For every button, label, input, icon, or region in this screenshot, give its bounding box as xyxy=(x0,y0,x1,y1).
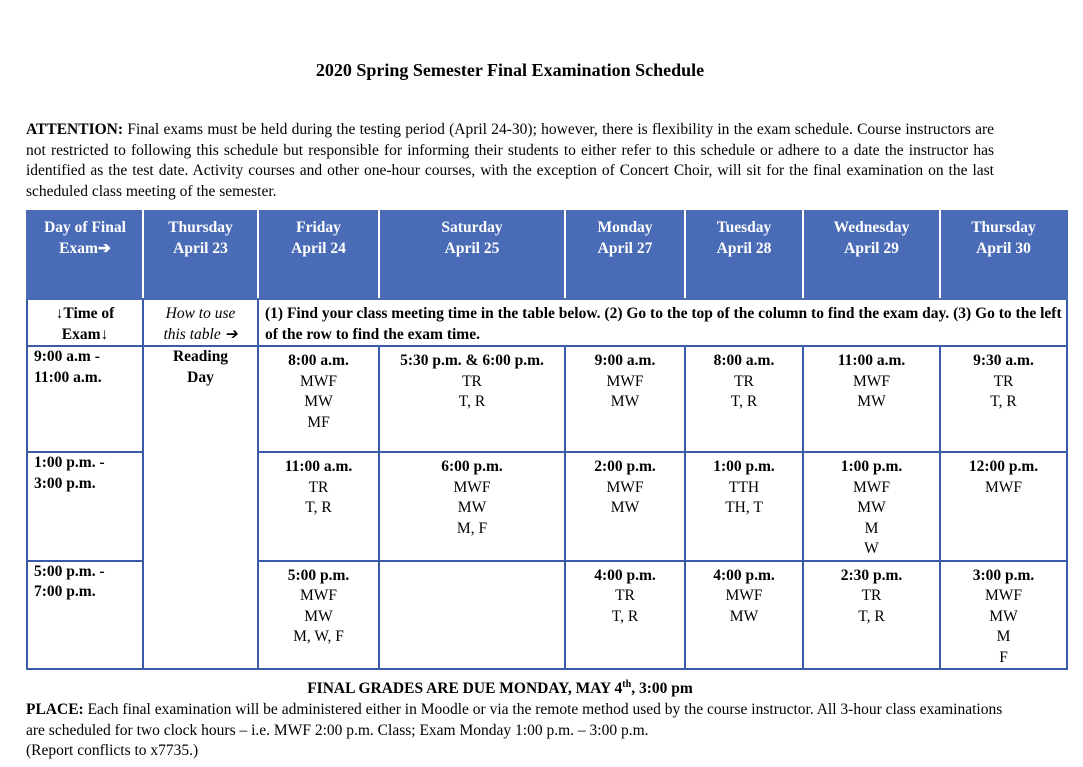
exam-cell xyxy=(379,452,565,561)
meeting-days: MWF xyxy=(606,478,644,496)
exam-cell xyxy=(803,561,940,670)
meeting-days: MW xyxy=(610,393,640,410)
class-time: 9:00 a.m. xyxy=(594,352,656,369)
meeting-days: MWF xyxy=(453,478,491,496)
meeting-days: MWF xyxy=(984,478,1023,496)
attention-label: ATTENTION: xyxy=(26,121,124,138)
class-time: 9:30 a.m. xyxy=(973,352,1034,369)
exam-cell xyxy=(379,561,565,670)
exam-cell xyxy=(803,346,940,452)
meeting-days: M xyxy=(864,519,879,537)
time-of-exam-label: ↓Time of Exam↓ xyxy=(27,299,143,346)
meeting-days: M xyxy=(996,628,1011,645)
meeting-days: MWF xyxy=(725,587,763,604)
exam-cell xyxy=(258,346,379,452)
meeting-days: MWF xyxy=(299,372,338,390)
exam-cell xyxy=(258,452,379,561)
meeting-days: T, R xyxy=(611,607,639,625)
meeting-days: T, R xyxy=(730,393,758,410)
meeting-days: M, F xyxy=(456,519,488,537)
meeting-days: MW xyxy=(989,607,1018,625)
time-slot-label: 9:00 a.m - 11:00 a.m. xyxy=(27,346,143,452)
class-time: 8:00 a.m. xyxy=(288,352,349,369)
place-label: PLACE: xyxy=(26,701,84,718)
meeting-days: MW xyxy=(304,607,333,625)
class-time: 11:00 a.m. xyxy=(284,458,353,475)
meeting-days: TR xyxy=(308,478,329,496)
day-header: Monday April 27 xyxy=(565,211,685,299)
meeting-days: TR xyxy=(861,587,882,604)
time-slot-label: 1:00 p.m. - 3:00 p.m. xyxy=(27,452,143,561)
class-time: 2:00 p.m. xyxy=(594,458,656,475)
meeting-days: MWF xyxy=(606,372,644,390)
meeting-days: MW xyxy=(457,499,487,516)
day-header: Tuesday April 28 xyxy=(685,211,803,299)
meeting-days: MW xyxy=(304,393,333,410)
class-time: 1:00 p.m. xyxy=(713,458,775,475)
exam-cell xyxy=(565,561,685,670)
class-time: 11:00 a.m. xyxy=(837,352,906,369)
meeting-days: MF xyxy=(307,413,330,431)
meeting-days: MW xyxy=(610,499,640,516)
final-grades-notice: FINAL GRADES ARE DUE MONDAY, MAY 4th, 3:00 pm xyxy=(307,679,693,698)
meeting-days: MWF xyxy=(984,587,1023,604)
meeting-days: TR xyxy=(462,372,482,390)
meeting-days: T, R xyxy=(858,607,885,625)
meeting-days: MW xyxy=(729,607,759,625)
instructions-text: (1) Find your class meeting time in the table below. (2) Go to the top of the column to find the exam day. (3) Go to the left of the row to find the exam time. xyxy=(258,299,1067,346)
meeting-days: MWF xyxy=(852,478,891,496)
place-text: Each final examination will be administered either in Moodle or via the remote method used by the course instructor. All 3-hour class examinations are scheduled for two clock hours – i.e. MWF 2:00 p.m. Class; Exam Monday 1:00 p.m. – 3:00 p.m. xyxy=(26,701,1003,739)
instructions-row xyxy=(27,299,1067,346)
day-header: Wednesday April 29 xyxy=(803,211,940,299)
class-time: 5:00 p.m. xyxy=(287,566,350,584)
meeting-days: MWF xyxy=(852,372,891,390)
day-header: Thursday April 30 xyxy=(940,211,1067,299)
meeting-days: W xyxy=(864,540,879,557)
place-paragraph xyxy=(26,700,1006,762)
page-title: 2020 Spring Semester Final Examination Schedule xyxy=(315,60,705,80)
header-row xyxy=(27,211,1067,299)
class-time: 3:00 p.m. xyxy=(972,566,1035,584)
exam-cell xyxy=(940,346,1067,452)
meeting-days: MWF xyxy=(299,587,338,604)
day-header: Saturday April 25 xyxy=(379,211,565,299)
report-conflicts: (Report conflicts to x7735.) xyxy=(26,742,199,759)
exam-schedule-table xyxy=(26,210,1068,670)
class-time: 4:00 p.m. xyxy=(594,566,656,584)
time-slot-row xyxy=(27,346,1067,452)
reading-day-cell: Reading Day xyxy=(143,346,258,669)
meeting-days: T, R xyxy=(305,499,332,516)
day-header: Thursday April 23 xyxy=(143,211,258,299)
meeting-days: T, R xyxy=(458,393,486,410)
exam-cell xyxy=(379,346,565,452)
meeting-days: TR xyxy=(734,372,754,390)
header-corner: Day of Final Exam➔ xyxy=(27,211,143,299)
meeting-days: F xyxy=(999,648,1008,666)
class-time: 12:00 p.m. xyxy=(968,458,1039,475)
meeting-days: T, R xyxy=(990,393,1017,410)
meeting-days: TTH xyxy=(728,478,760,496)
time-slot-label: 5:00 p.m. - 7:00 p.m. xyxy=(27,561,143,670)
exam-cell xyxy=(803,452,940,561)
meeting-days: TH, T xyxy=(725,499,763,516)
exam-cell xyxy=(565,346,685,452)
attention-paragraph xyxy=(26,120,994,202)
class-time: 1:00 p.m. xyxy=(840,458,903,475)
meeting-days: M, W, F xyxy=(293,628,344,645)
meeting-days: TR xyxy=(615,587,635,604)
exam-cell xyxy=(685,561,803,670)
class-time: 4:00 p.m. xyxy=(713,566,775,584)
day-header: Friday April 24 xyxy=(258,211,379,299)
meeting-days: MW xyxy=(857,393,886,410)
exam-cell xyxy=(940,561,1067,670)
exam-cell xyxy=(258,561,379,670)
class-time: 6:00 p.m. xyxy=(441,458,503,475)
class-time: 8:00 a.m. xyxy=(713,352,775,369)
how-to-use-label: How to use this table ➔ xyxy=(143,299,258,346)
exam-cell xyxy=(940,452,1067,561)
class-time: 5:30 p.m. & 6:00 p.m. xyxy=(400,352,544,369)
exam-cell xyxy=(565,452,685,561)
meeting-days: TR xyxy=(993,372,1014,390)
attention-text: Final exams must be held during the testing period (April 24-30); however, there is flexibility in the exam schedule. Course instructors are not restricted to following this schedule but responsible for informing their students to either refer to this schedule or adhere to a date the instructor has identified as the test date. Activity courses and other one-hour courses, with the exception of Concert Choir, will sit for the final examination on the last scheduled class meeting of the semester. xyxy=(26,121,994,200)
class-time: 2:30 p.m. xyxy=(840,566,903,584)
exam-cell xyxy=(685,452,803,561)
exam-cell xyxy=(685,346,803,452)
meeting-days: MW xyxy=(857,499,886,516)
